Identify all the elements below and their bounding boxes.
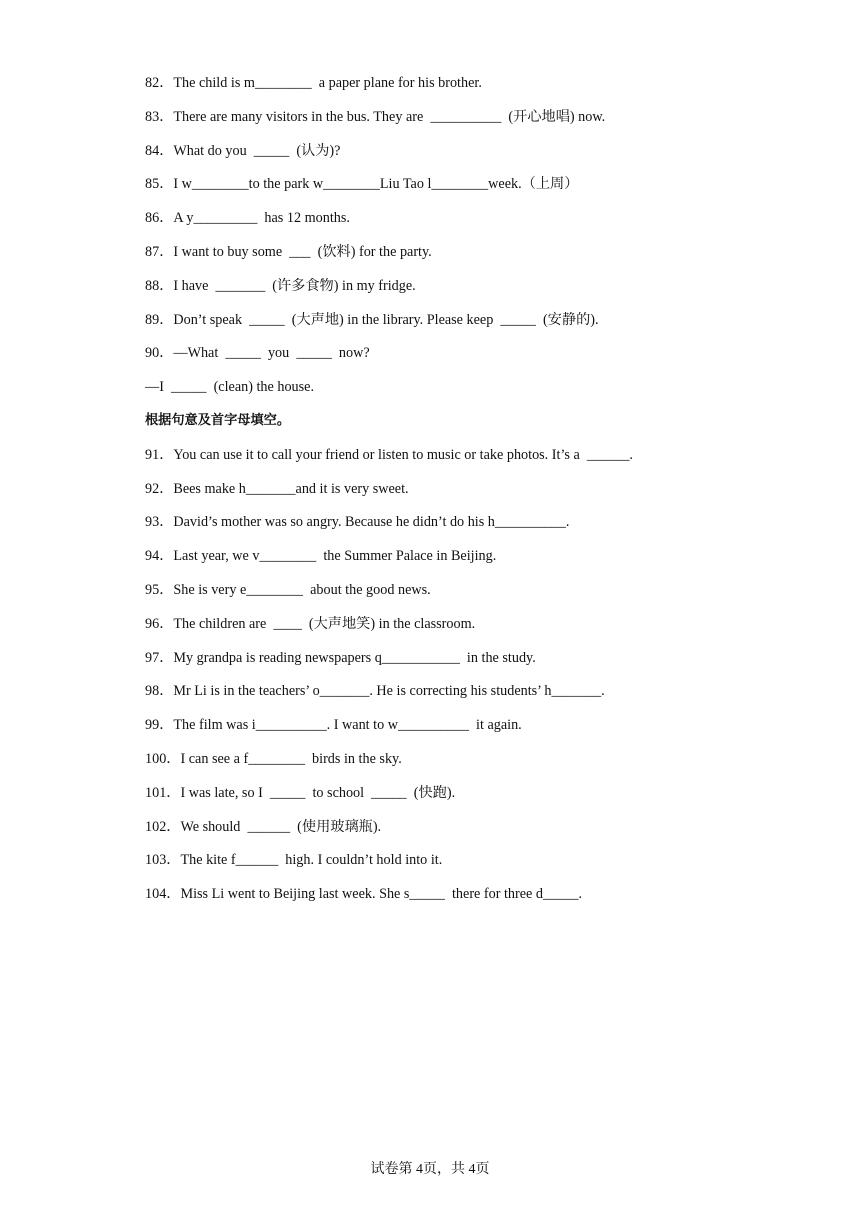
question-86: 86．A y_________ has 12 months. <box>145 210 350 227</box>
question-92: 92．Bees make h_______and it is very sweet. <box>145 480 409 497</box>
question-84: 84．What do you _____ (认为)? <box>145 142 341 159</box>
question-102: 102．We should ______ (使用玻璃瓶). <box>145 818 382 835</box>
question-99: 99．The film was i__________. I want to w__________ it again. <box>145 717 522 734</box>
question-90-answer-line: —I _____ (clean) the house. <box>145 379 315 396</box>
section-heading: 根据句意及首字母填空。 <box>145 412 291 428</box>
exercise-list <box>145 71 785 916</box>
question-87: 87．I want to buy some ___ (饮料) for the party. <box>145 243 432 260</box>
question-89: 89．Don’t speak _____ (大声地) in the library. Please keep _____ (安静的). <box>145 311 599 328</box>
question-101: 101．I was late, so I _____ to school _____ (快跑). <box>145 784 456 801</box>
question-103: 103．The kite f______ high. I couldn’t hold into it. <box>145 852 443 869</box>
question-91: 91．You can use it to call your friend or listen to music or take photos. It’s a ______. <box>145 446 633 463</box>
question-85: 85．I w________to the park w________Liu Tao l________week.（上周） <box>145 176 579 193</box>
question-90: 90．—What _____ you _____ now? <box>145 345 370 362</box>
question-83: 83．There are many visitors in the bus. They are __________ (开心地唱) now. <box>145 108 606 125</box>
question-98: 98．Mr Li is in the teachers’ o_______. He is correcting his students’ h_______. <box>145 683 605 700</box>
question-96: 96．The children are ____ (大声地笑) in the classroom. <box>145 615 476 632</box>
question-95: 95．She is very e________ about the good news. <box>145 581 431 598</box>
question-97: 97．My grandpa is reading newspapers q___________ in the study. <box>145 649 536 666</box>
question-100: 100．I can see a f________ birds in the sky. <box>145 750 402 767</box>
question-94: 94．Last year, we v________ the Summer Palace in Beijing. <box>145 548 497 565</box>
page-footer: 试卷第 4页，共 4页 <box>370 1162 490 1177</box>
question-88: 88．I have _______ (许多食物) in my fridge. <box>145 277 416 294</box>
question-82: 82．The child is m________ a paper plane for his brother. <box>145 75 482 91</box>
question-104: 104．Miss Li went to Beijing last week. She s_____ there for three d_____. <box>145 886 582 903</box>
question-93: 93．David’s mother was so angry. Because he didn’t do his h__________. <box>145 514 570 531</box>
